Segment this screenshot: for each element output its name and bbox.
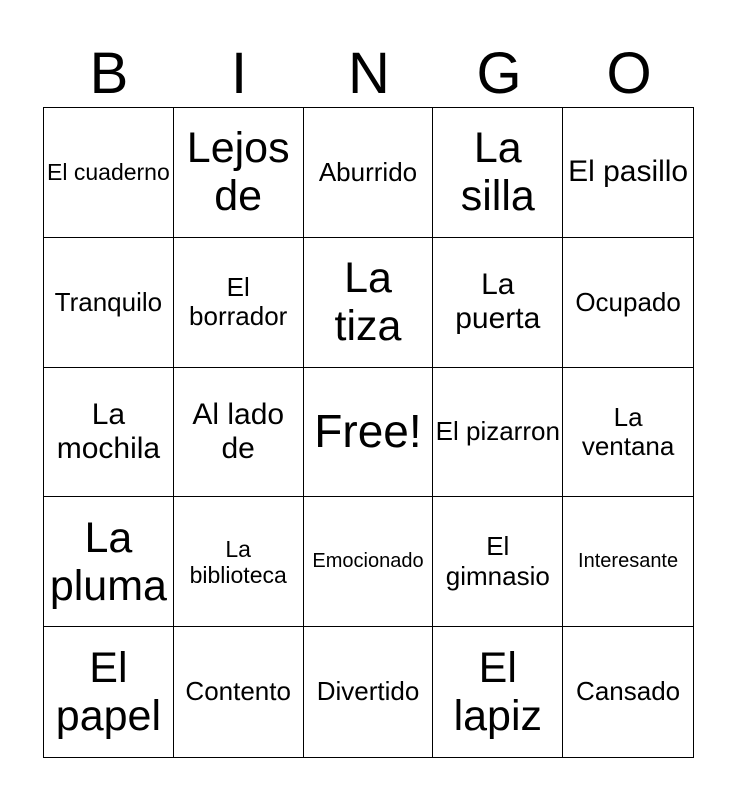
bingo-cell[interactable] [44, 627, 174, 757]
bingo-cell[interactable] [44, 368, 174, 498]
bingo-cell[interactable] [563, 368, 693, 498]
cell-text: Emocionado [312, 550, 424, 573]
cell-text: El lapiz [453, 643, 542, 741]
bingo-cell[interactable] [433, 368, 563, 498]
cell-text: La tiza [334, 254, 402, 351]
cell-text: La ventana [581, 401, 675, 461]
bingo-cell[interactable] [174, 108, 304, 238]
bingo-cell[interactable] [174, 368, 304, 498]
cell-text: El gimnasio [445, 531, 550, 591]
cell-text: El borrador [189, 271, 288, 332]
header-letter-b: B [89, 41, 129, 106]
cell-text: La puerta [455, 268, 541, 336]
bingo-cell[interactable] [304, 108, 434, 238]
cell-text: El papel [55, 643, 161, 741]
cell-text: El pasillo [568, 155, 689, 189]
bingo-cell[interactable] [44, 108, 174, 238]
cell-text: Aburrido [318, 156, 418, 187]
cell-text: Ocupado [575, 286, 681, 317]
cell-text: Contento [185, 676, 291, 707]
header-letter-o: O [606, 41, 652, 106]
cell-text: El pizarron [435, 416, 560, 447]
cell-text: La mochila [56, 398, 161, 465]
bingo-cell[interactable] [44, 238, 174, 368]
cell-text: Al lado de [192, 398, 285, 465]
bingo-cell[interactable] [433, 108, 563, 238]
cell-text: Lejos de [186, 124, 290, 221]
free-space-cell[interactable] [304, 368, 434, 498]
cell-text: Free! [314, 405, 422, 457]
cell-text: Interesante [578, 550, 679, 573]
bingo-cell[interactable] [44, 497, 174, 627]
bingo-cell[interactable] [304, 238, 434, 368]
cell-text: La silla [460, 124, 535, 221]
bingo-cell[interactable] [433, 627, 563, 757]
bingo-cell[interactable] [174, 627, 304, 757]
cell-text: El cuaderno [47, 159, 170, 186]
bingo-cell[interactable] [433, 497, 563, 627]
bingo-cell[interactable] [174, 238, 304, 368]
bingo-cell[interactable] [563, 627, 693, 757]
bingo-header [44, 40, 694, 108]
bingo-board [43, 107, 694, 758]
cell-text: Divertido [316, 676, 420, 707]
bingo-cell[interactable] [433, 238, 563, 368]
header-letter-n: N [348, 41, 390, 106]
bingo-cell[interactable] [563, 238, 693, 368]
cell-text: Cansado [576, 676, 681, 707]
cell-text: Tranquilo [54, 286, 163, 317]
header-letter-g: G [476, 41, 522, 106]
cell-text: La biblioteca [189, 535, 287, 588]
bingo-cell[interactable] [563, 497, 693, 627]
cell-text: La pluma [49, 513, 167, 610]
bingo-cell[interactable] [304, 627, 434, 757]
bingo-cell[interactable] [174, 497, 304, 627]
bingo-cell[interactable] [563, 108, 693, 238]
bingo-cell[interactable] [304, 497, 434, 627]
header-letter-i: I [230, 41, 248, 106]
